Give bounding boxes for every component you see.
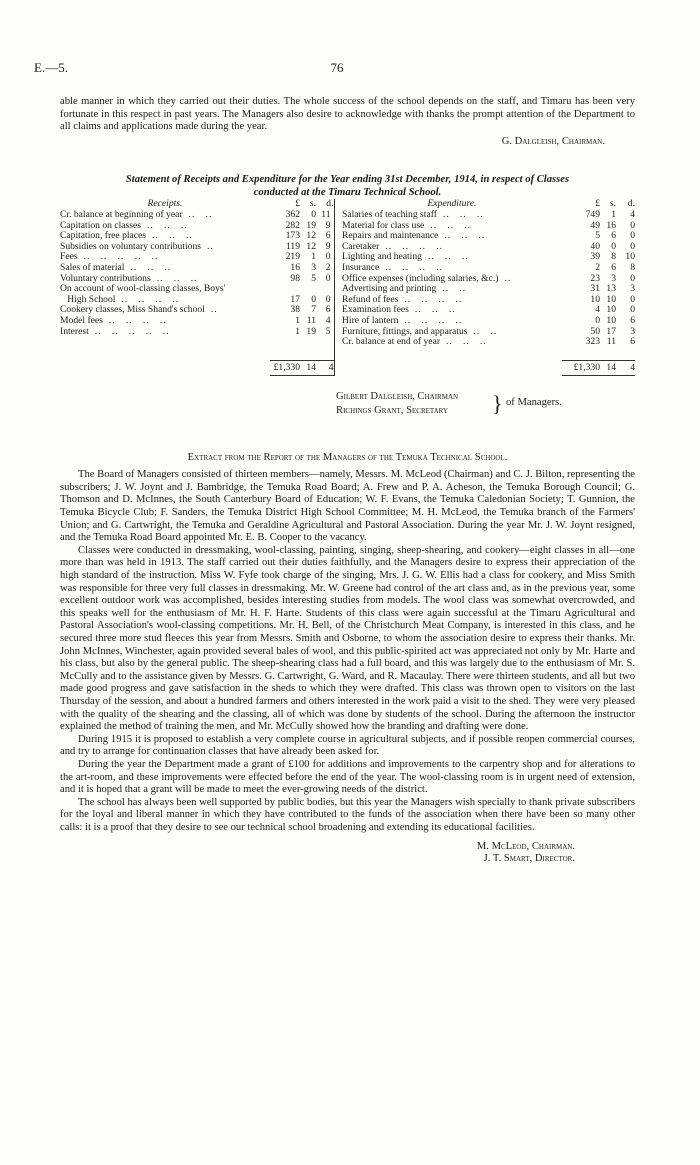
managers-suffix: of Managers. xyxy=(506,397,562,409)
statement-title-line2: conducted at the Timaru Technical School. xyxy=(253,186,442,198)
leader-dots: .. .. xyxy=(188,208,213,220)
receipt-amount-s: 12 xyxy=(306,240,316,252)
expenditure-label-text: Material for class use xyxy=(342,219,425,231)
expenditure-label-text: Repairs and maintenance xyxy=(342,230,439,242)
receipt-amount-l: 173 xyxy=(285,230,300,242)
expenditure-amount-s: 0 xyxy=(611,240,616,252)
receipt-label-text: Subsidies on voluntary contributions xyxy=(60,240,201,252)
extract-paragraph: The Board of Managers consisted of thirteen members—namely, Messrs. M. McLeod (Chairman) and C. J. Bilton, representing the subscribers; J. W. Joynt and J. Bambridge, the Temuka Road Board; A. Frew and P. A. Acheson, the Temuka Borough Council; G. Thomson and D. McInnes, the South Canterbury Board of Education; W. F. Evans, the Temuka Caledonian Society; T. Gunnion, the Temuka Bicycle Club; F. Sanders, the Temuka District High School Committee; M. H. McLeod, the Temuka branch of the Farmers' Union; and G. Cartwright, the Temuka and Geraldine Agricultural and Pastoral Association. During the year Mr. J. W. Joynt resigned, and the Temuka Road Board appointed Mr. E. B. Cooper to the vacancy. xyxy=(60,469,635,544)
page-body xyxy=(60,96,635,866)
extract-body xyxy=(60,469,635,834)
receipt-amount-d: 9 xyxy=(316,242,334,253)
expenditure-amount-l: 323 xyxy=(585,336,600,348)
currency-header: s. xyxy=(609,198,616,210)
expenditure-amount-d: 0 xyxy=(630,219,635,231)
receipt-label-text: On account of wool-classing classes, Boys' xyxy=(60,283,226,295)
expenditure-amount-d: 0 xyxy=(630,240,635,252)
receipt-label xyxy=(60,337,270,348)
expenditure-amount-d: 0 xyxy=(630,230,635,242)
expenditure-amount-d: 0 xyxy=(630,304,635,316)
expenditure-label-text: Furniture, fittings, and apparatus xyxy=(342,325,468,337)
extract-paragraph: Classes were conducted in dressmaking, wool-classing, painting, singing, sheep-shearing, and cookery—eight classes in all—one more than was held in 1913. The staff carried out their duties faithfully, and the Managers desire to express their appreciation of the high standard of the instruction. Miss W. Fyfe took charge of the singing, Mrs. J. G. W. Ellis had a class for cookery, and Miss Smith was responsible for three very full classes in dressmaking. Mr. W. Greene had control of the art class and, as in the previous year, some excellent outdoor work was accomplished, besides interesting studies from models. The wool class was somewhat overcrowded, and this speaks well for the enthusiasm of Mr. H. F. Harte. Students of this class were again successful at the Timaru Agricultural and Pastoral Association's wool-classing competitions. Mr. H. Bell, of the Christchurch Meat Company, is interested in this class, and he secured three more stud fleeces this year from Messrs. Smith and Osborne, to whom the association desire to express their thanks. Mr. John McInnes, Winchester, again provided several bales of wool, and this public-spirited act was appreciated not only by Mr. Harte and his class, but also by the general public. The sheep-shearing class had a full board, and this was largely due to the enthusiasm of Mr. S. McCully and to the assistance given by Messrs. G. Cartwright, G. Ward, and R. Macaulay. There were thirteen students, and all but two made good progress and gave satisfaction in the sheds to which they were drafted. This class was thrown open to visitors on the last Thursday of the session, and about a hundred farmers and others interested in the work paid a visit to the shed. They were very pleased with the quality of the shearing and the classing, all of which was done by students of the school. During the afternoon the instructor explained the method of training the men, and Mr. McCully showed how the branding and drafting were done. xyxy=(60,544,635,733)
receipt-amount-d: 0 xyxy=(316,274,334,285)
expenditure-amount-d: 4 xyxy=(630,208,635,220)
expenditure-header: Expenditure. xyxy=(427,198,477,210)
expenditure-amount-l: 31 xyxy=(590,283,600,295)
expenditure-amount-s: 6 xyxy=(611,261,616,273)
accounts-table xyxy=(60,199,635,376)
receipt-label xyxy=(60,316,270,327)
expenditure-label-text: Hire of lantern xyxy=(342,314,399,326)
receipt-amount-l: 219 xyxy=(285,251,300,263)
expenditure-amount-l: 40 xyxy=(590,240,600,252)
receipt-label-text: Model fees xyxy=(60,314,103,326)
expenditure-label-text: Salaries of teaching staff xyxy=(342,208,437,220)
receipt-amount-d: 4 xyxy=(316,316,334,327)
leader-dots: .. .. .. .. xyxy=(121,293,180,305)
spacer xyxy=(600,348,616,361)
spacer xyxy=(270,348,300,361)
receipt-amount-l: 1 xyxy=(295,314,300,326)
leader-dots: .. .. .. .. .. xyxy=(83,251,159,263)
leader-dots: .. xyxy=(210,304,218,316)
managers-secretary: Richings Grant, Secretary xyxy=(336,405,448,417)
leader-dots: .. .. .. xyxy=(147,219,188,231)
extract-signature-director: J. T. Smart, Director. xyxy=(483,853,575,865)
leader-dots: .. .. .. xyxy=(446,336,487,348)
receipt-amount-l: 17 xyxy=(290,293,300,305)
expenditure-amount-l: 0 xyxy=(595,314,600,326)
expenditure-amount-l: 4 xyxy=(595,304,600,316)
page-header xyxy=(34,60,640,82)
extract-paragraph: During 1915 it is proposed to establish a very complete course in agricultural subjects, and if possible reopen commercial courses, and try to arrange for continuation classes that have already been asked for. xyxy=(60,733,635,758)
receipt-amount-d: 6 xyxy=(316,231,334,242)
spacer xyxy=(334,263,342,274)
spacer xyxy=(300,348,316,361)
totals-row xyxy=(60,360,635,376)
expenditure-amount-s: 8 xyxy=(611,251,616,263)
expenditure-label-text: Insurance xyxy=(342,261,380,273)
receipt-amount-l: 16 xyxy=(290,261,300,273)
page-number: 76 xyxy=(330,60,344,75)
receipt-amount-d xyxy=(316,337,334,348)
extract-paragraph: During the year the Department made a grant of £100 for additions and improvements to the carpentry shop and for alterations to the art-room, and these improvements were effected before the end of the year. The wool-classing room is in urgent need of extension, and it is hoped that a grant will be made to meet the ever-growing needs of the district. xyxy=(60,758,635,796)
receipt-amount-l: 119 xyxy=(285,240,300,252)
receipt-amount-d: 9 xyxy=(316,221,334,232)
receipt-amount-d: 11 xyxy=(316,210,334,221)
expenditure-amount-l: 39 xyxy=(590,251,600,263)
managers-signature xyxy=(60,390,635,430)
expenditure-amount-l: 49 xyxy=(590,219,600,231)
receipt-label-text: Capitation on classes xyxy=(60,219,141,231)
expenditure-amount-l: 23 xyxy=(590,272,600,284)
receipts-total-s: 14 xyxy=(300,360,316,376)
receipt-amount-l xyxy=(270,337,300,348)
intro-paragraph: able manner in which they carried out their duties. The whole success of the school depends on the staff, and Timaru has been very fortunate in this respect in past years. The Managers also desire to acknowledge with thanks the prompt attention of the Department to all claims and applications made during the year. xyxy=(60,96,635,133)
receipt-amount-s: 12 xyxy=(306,230,316,242)
expenditure-total-d: 4 xyxy=(616,360,635,376)
expenditure-amount-s: 10 xyxy=(606,293,616,305)
leader-dots: .. .. .. xyxy=(152,230,193,242)
spacer xyxy=(342,360,562,376)
expenditure-amount-d: 10 xyxy=(625,251,635,263)
intro-signature: G. Dalgleish, Chairman. xyxy=(501,135,605,147)
spacer xyxy=(334,274,342,285)
spacer xyxy=(334,221,342,232)
leader-dots: .. .. .. xyxy=(427,251,469,263)
spacer xyxy=(334,252,342,263)
spacer xyxy=(334,348,342,361)
currency-header: s. xyxy=(309,198,316,210)
expenditure-label-text: Cr. balance at end of year xyxy=(342,336,441,348)
receipt-amount-s xyxy=(300,337,316,348)
leader-dots: .. .. .. .. xyxy=(404,314,463,326)
expenditure-amount-l: 5 xyxy=(595,230,600,242)
expenditure-amount-l: 50 xyxy=(590,325,600,337)
leader-dots: .. .. .. xyxy=(444,230,486,242)
receipt-amount-s: 1 xyxy=(311,251,316,263)
expenditure-amount-d: 0 xyxy=(630,272,635,284)
spacer xyxy=(334,199,342,210)
spacer xyxy=(334,284,342,295)
receipt-amount-l: 38 xyxy=(290,304,300,316)
currency-header: d. xyxy=(316,199,334,210)
receipt-label-text: Capitation, free places xyxy=(60,230,147,242)
spacer xyxy=(334,231,342,242)
expenditure-amount-s: 3 xyxy=(611,272,616,284)
document-reference: E.—5. xyxy=(34,60,68,75)
receipt-amount-l: 282 xyxy=(285,219,300,231)
expenditure-amount-d: 0 xyxy=(630,293,635,305)
spacer xyxy=(60,348,270,361)
spacer xyxy=(334,210,342,221)
statement-title-line1: Statement of Receipts and Expenditure for the Year ending 31st December, 1914, in respect of Classes xyxy=(125,174,570,186)
leader-dots: .. .. .. xyxy=(130,261,172,273)
brace: } xyxy=(492,391,503,417)
receipt-amount-s: 0 xyxy=(311,293,316,305)
receipt-label-text: Voluntary contributions xyxy=(60,272,151,284)
spacer xyxy=(316,348,334,361)
expenditure-total-l: £1,330 xyxy=(562,360,600,376)
leader-dots: .. .. .. xyxy=(442,208,484,220)
expenditure-label-text: Caretaker xyxy=(342,240,380,252)
spacer xyxy=(334,305,342,316)
receipt-label-text: Fees xyxy=(60,251,78,263)
expenditure-amount-l: 2 xyxy=(595,261,600,273)
receipt-amount-s: 19 xyxy=(306,325,316,337)
expenditure-amount-d: 3 xyxy=(630,325,635,337)
expenditure-label-text: Advertising and printing xyxy=(342,283,437,295)
leader-dots: .. .. .. xyxy=(156,272,198,284)
gap-row xyxy=(60,348,635,361)
receipt-amount-d xyxy=(316,284,334,295)
receipt-label-text: High School xyxy=(60,293,116,305)
receipt-amount-d: 5 xyxy=(316,327,334,338)
expenditure-amount-s: 6 xyxy=(611,230,616,242)
receipt-label xyxy=(60,327,270,338)
managers-chairman: Gilbert Dalgleish, Chairman xyxy=(336,391,459,403)
expenditure-amount-s: 10 xyxy=(606,304,616,316)
spacer xyxy=(334,242,342,253)
receipt-amount-s: 3 xyxy=(311,261,316,273)
leader-dots: .. xyxy=(504,272,512,284)
expenditure-amount-s: 10 xyxy=(606,314,616,326)
receipt-amount-d: 0 xyxy=(316,252,334,263)
leader-dots: .. .. .. .. xyxy=(404,293,463,305)
leader-dots: .. .. xyxy=(442,283,467,295)
expenditure-amount-d: 6 xyxy=(630,336,635,348)
expenditure-total-s: 14 xyxy=(600,360,616,376)
leader-dots: .. .. .. .. xyxy=(385,240,444,252)
expenditure-amount-d: 6 xyxy=(630,314,635,326)
expenditure-label xyxy=(342,337,562,348)
expenditure-amount-s: 16 xyxy=(606,219,616,231)
receipt-amount-s: 19 xyxy=(306,219,316,231)
leader-dots: .. .. .. .. xyxy=(108,314,167,326)
expenditure-amount-d: 3 xyxy=(630,283,635,295)
expenditure-amount-s: 11 xyxy=(606,336,616,348)
spacer xyxy=(334,337,342,348)
expenditure-amount-l: 749 xyxy=(585,208,600,220)
receipt-amount-s: 7 xyxy=(311,304,316,316)
leader-dots: .. .. .. .. xyxy=(385,261,444,273)
receipt-amount-s: 5 xyxy=(311,272,316,284)
expenditure-label-text: Examination fees xyxy=(342,304,409,316)
currency-header: £ xyxy=(295,198,300,210)
spacer xyxy=(334,327,342,338)
extract-paragraph: The school has always been well supported by public bodies, but this year the Managers wish specially to thank private subscribers for the loyal and liberal manner in which they have contributed to the funds of the association when there have been so many other calls: it is a proof that they desire to see our technical school broadening and extending its educational facilities. xyxy=(60,796,635,833)
expenditure-amount-s: 13 xyxy=(606,283,616,295)
receipt-amount-l: 1 xyxy=(295,325,300,337)
currency-header: d. xyxy=(627,198,635,210)
receipt-amount-s: 0 xyxy=(311,208,316,220)
expenditure-label-text: Lighting and heating xyxy=(342,251,422,263)
leader-dots: .. .. .. xyxy=(414,304,456,316)
spacer xyxy=(334,295,342,306)
receipt-amount-d: 6 xyxy=(316,305,334,316)
receipts-header: Receipts. xyxy=(147,198,183,210)
leader-dots: .. .. .. xyxy=(430,219,472,231)
receipt-amount-l: 362 xyxy=(285,208,300,220)
table-row xyxy=(60,337,635,348)
expenditure-amount-d: 8 xyxy=(630,261,635,273)
receipt-label-text: Sales of material xyxy=(60,261,125,273)
receipt-amount-d: 2 xyxy=(316,263,334,274)
expenditure-label-text: Refund of fees xyxy=(342,293,399,305)
extract-heading: Extract from the Report of the Managers of the Temuka Technical School. xyxy=(187,452,508,464)
currency-header: £ xyxy=(595,198,600,210)
expenditure-amount-s: 1 xyxy=(611,208,616,220)
expenditure-amount-s: 17 xyxy=(606,325,616,337)
leader-dots: .. .. .. .. .. xyxy=(94,325,170,337)
receipts-total-l: £1,330 xyxy=(270,360,300,376)
receipt-label-text: Interest xyxy=(60,325,89,337)
spacer xyxy=(334,316,342,327)
receipt-amount-d: 0 xyxy=(316,295,334,306)
expenditure-amount-l: 10 xyxy=(590,293,600,305)
expenditure-label-text: Office expenses (including salaries, &c.) xyxy=(342,272,499,284)
leader-dots: .. xyxy=(206,240,214,252)
leader-dots: .. .. xyxy=(473,325,498,337)
receipts-total-d: 4 xyxy=(316,360,334,376)
spacer xyxy=(60,360,270,376)
spacer xyxy=(334,360,342,376)
receipt-amount-s: 11 xyxy=(306,314,316,326)
extract-signature-chairman: M. McLeod, Chairman. xyxy=(476,840,575,852)
spacer xyxy=(342,348,562,361)
spacer xyxy=(616,348,635,361)
spacer xyxy=(562,348,600,361)
receipt-label-text: Cookery classes, Miss Shand's school xyxy=(60,304,205,316)
receipt-amount-l: 98 xyxy=(290,272,300,284)
receipt-label-text: Cr. balance at beginning of year xyxy=(60,208,183,220)
